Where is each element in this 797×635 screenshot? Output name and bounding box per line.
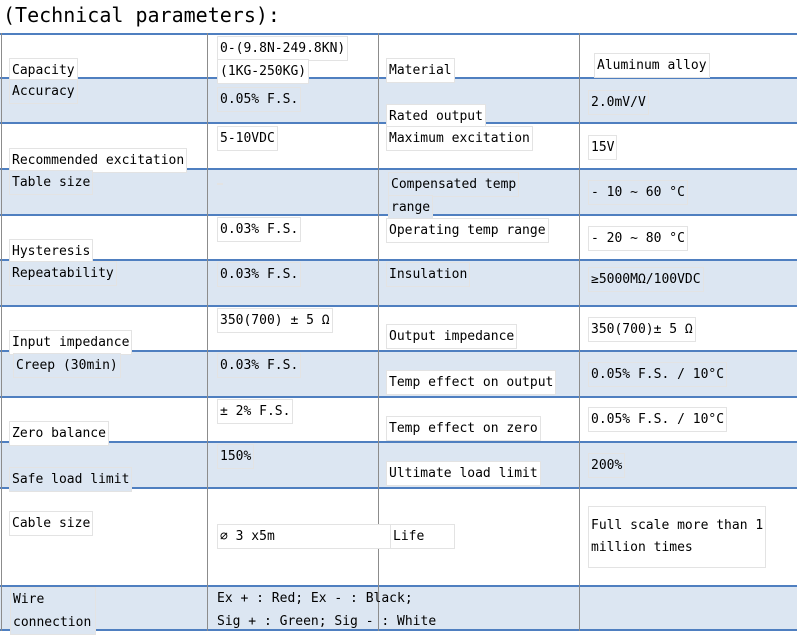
parameters-table — [0, 33, 797, 631]
param-value: 0.03% F.S. — [217, 217, 301, 242]
param-value: 0.05% F.S. / 10°C — [588, 362, 727, 387]
param-value: (1KG-250KG) — [217, 59, 309, 84]
param-label: Repeatability — [9, 261, 117, 286]
param-label: Material — [386, 58, 455, 83]
page-title: (Technical parameters): — [3, 3, 280, 27]
param-label: Creep (30min) — [13, 353, 121, 378]
param-label: Temp effect on zero — [386, 416, 541, 441]
param-value: 0-(9.8N-249.8KN) — [217, 36, 348, 61]
param-label: Maximum excitation — [386, 126, 533, 151]
param-value: Aluminum alloy — [594, 53, 710, 78]
param-label: Capacity — [9, 58, 78, 83]
param-label: Life — [390, 524, 455, 549]
param-label: range — [388, 195, 433, 220]
param-label: Cable size — [9, 511, 93, 536]
param-value — [217, 170, 223, 193]
param-label: Temp effect on output — [386, 370, 556, 395]
param-value: ⌀ 3 x5m — [217, 524, 436, 549]
param-value: 2.0mV/V — [588, 90, 649, 115]
param-label: Operating temp range — [386, 218, 549, 243]
param-label: Table size — [9, 170, 93, 195]
param-label: Zero balance — [9, 421, 109, 446]
param-label: Rated output — [386, 104, 486, 129]
param-value: - 10 ~ 60 °C — [588, 180, 688, 205]
param-value: Ex + : Red; Ex - : Black; Sig + : Green; Sig - : White — [217, 591, 437, 629]
param-value: 350(700) ± 5 Ω — [217, 308, 333, 333]
param-value: 0.05% F.S. / 10°C — [588, 407, 727, 432]
param-value: - 20 ~ 80 °C — [588, 226, 688, 251]
param-value: 200% — [588, 453, 625, 478]
param-label: Output impedance — [386, 324, 517, 349]
param-value: Full scale more than 1 million times — [588, 506, 766, 568]
param-label: Insulation — [386, 262, 470, 287]
param-label: Compensated temp — [388, 172, 519, 197]
param-label: Accuracy — [9, 79, 78, 104]
param-value: 5-10VDC — [217, 126, 278, 151]
param-value: 0.03% F.S. — [217, 262, 301, 287]
param-value: ≥5000MΩ/100VDC — [588, 267, 704, 292]
param-label: Safe load limit — [9, 467, 132, 492]
param-value: 0.03% F.S. — [217, 353, 301, 378]
param-label: Wire connection — [10, 587, 96, 635]
param-label: Input impedance — [9, 330, 132, 355]
param-label: Recommended excitation — [9, 148, 187, 173]
param-value: 350(700)± 5 Ω — [588, 317, 696, 342]
param-value: 150% — [217, 444, 254, 469]
param-label: Ultimate load limit — [386, 461, 541, 486]
param-label: Hysteresis — [9, 239, 93, 264]
param-value: 0.05% F.S. — [217, 87, 301, 112]
param-value: 15V — [588, 135, 617, 160]
param-value: ± 2% F.S. — [217, 399, 293, 424]
